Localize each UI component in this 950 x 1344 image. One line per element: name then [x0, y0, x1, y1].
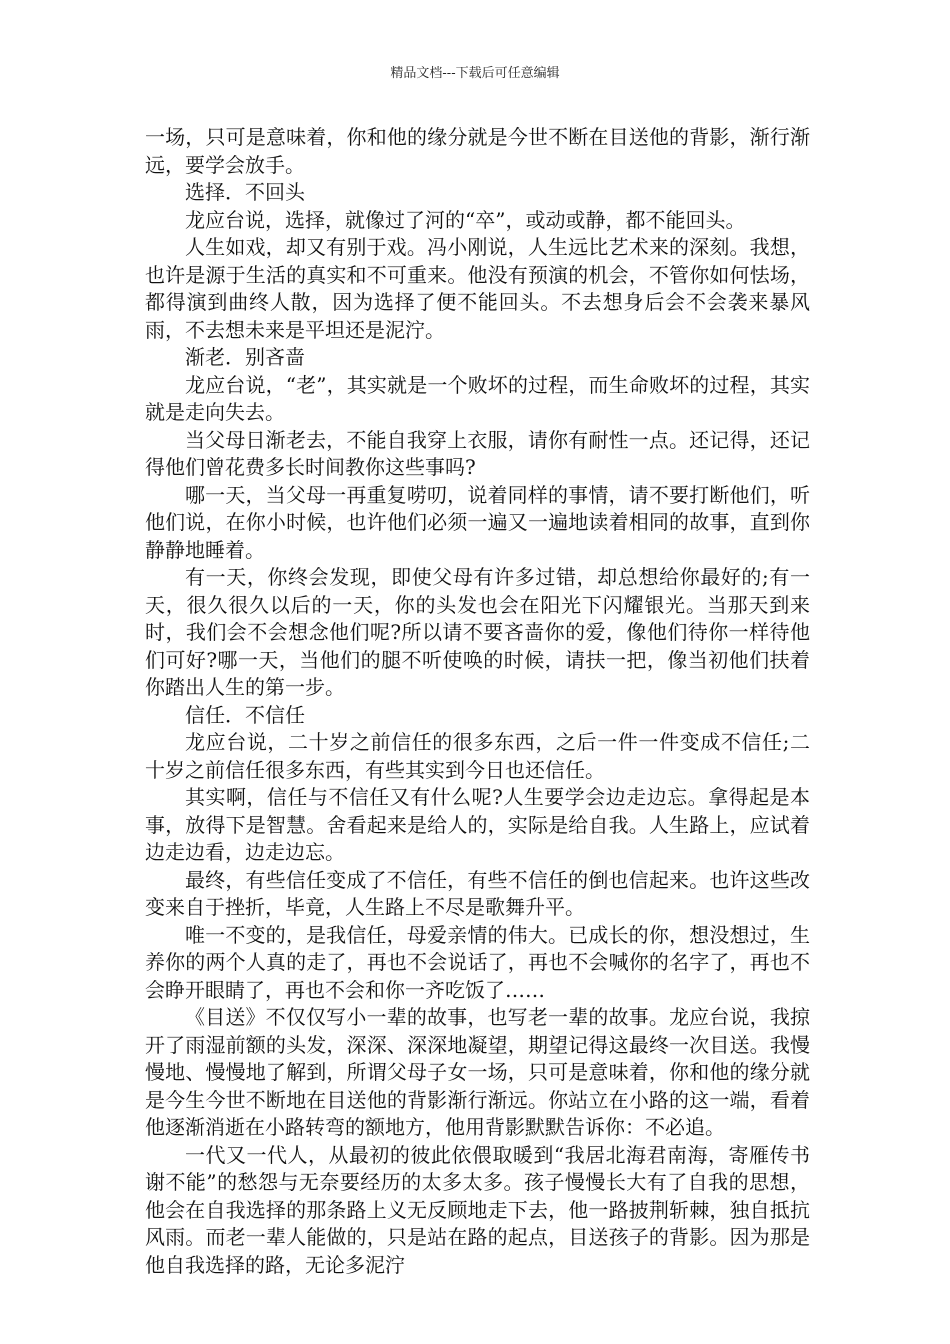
page-header: 精品文档---下载后可任意编辑 [390, 66, 560, 81]
paragraph: 当父母日渐老去，不能自我穿上衣服，请你有耐性一点。还记得，还记得他们曾花费多长时间教你这些事吗? [145, 427, 810, 479]
paragraph: 龙应台说，选择，就像过了河的“卒”，或动或静，都不能回头。 [185, 207, 746, 232]
paragraph: 《目送》不仅仅写小一辈的故事，也写老一辈的故事。龙应台说，我掠开了雨湿前额的头发，深深、深深地凝望，期望记得这最终一次目送。我慢慢地、慢慢地了解到，所谓父母子女一场，只可是意味着，你和他的缘分就是今生今世不断地在目送他的背影渐行渐远。你站立在小路的这一端，看着他逐渐消逝在小路转弯的额地方，他用背影默默告诉你：不必追。 [145, 1005, 810, 1139]
paragraph: 最终，有些信任变成了不信任，有些不信任的倒也信起来。也许这些改变来自于挫折，毕竟，人生路上不尽是歌舞升平。 [145, 867, 810, 919]
paragraph: 龙应台说，“老”，其实就是一个败坏的过程，而生命败坏的过程，其实就是走向失去。 [145, 372, 810, 424]
paragraph: 龙应台说，二十岁之前信任的很多东西，之后一件一件变成不信任;二十岁之前信任很多东西，有些其实到今日也还信任。 [145, 730, 810, 782]
paragraph-continuation: 一场，只可是意味着，你和他的缘分就是今世不断在目送他的背影，渐行渐远，要学会放手。 [145, 125, 810, 177]
section-heading-choice: 选择．不回头 [185, 180, 305, 204]
paragraph: 一代又一代人，从最初的彼此依偎取暖到“我居北海君南海，寄雁传书谢不能”的愁怨与无奈要经历的太多太多。孩子慢慢长大有了自我的思想，他会在自我选择的那条路上义无反顾地走下去，他一路披荆斩棘，独自抵抗风雨。而老一辈人能做的，只是站在路的起点，目送孩子的背影。因为那是他自我选择的路，无论多泥泞 [145, 1142, 810, 1277]
paragraph: 人生如戏，却又有别于戏。冯小刚说，人生远比艺术来的深刻。我想，也许是源于生活的真实和不可重来。他没有预演的机会，不管你如何怯场，都得演到曲终人散，因为选择了便不能回头。不去想身后会不会袭来暴风雨，不去想未来是平坦还是泥泞。 [145, 235, 810, 342]
paragraph: 有一天，你终会发现，即使父母有许多过错，却总想给你最好的;有一天，很久很久以后的一天，你的头发也会在阳光下闪耀银光。当那天到来时，我们会不会想念他们呢?所以请不要吝啬你的爱，像他们待你一样待他们可好?哪一天，当他们的腿不听使唤的时候，请扶一把，像当初他们扶着你踏出人生的第一步。 [145, 565, 810, 699]
paragraph: 其实啊，信任与不信任又有什么呢?人生要学会边走边忘。拿得起是本事，放得下是智慧。舍看起来是给人的，实际是给自我。人生路上，应试着边走边看，边走边忘。 [145, 785, 810, 864]
document-body [145, 124, 810, 1279]
section-heading-trust: 信任．不信任 [185, 702, 305, 727]
paragraph: 哪一天，当父母一再重复唠叨，说着同样的事情，请不要打断他们，听他们说，在你小时候，也许他们必须一遍又一遍地读着相同的故事，直到你静静地睡着。 [145, 482, 810, 562]
paragraph: 唯一不变的，是我信任，母爱亲情的伟大。已成长的你，想没想过，生养你的两个人真的走了，再也不会说话了，再也不会喊你的名字了，再也不会睁开眼睛了，再也不会和你一齐吃饭了…… [145, 922, 810, 1002]
section-heading-aging: 渐老．别吝啬 [185, 345, 305, 369]
